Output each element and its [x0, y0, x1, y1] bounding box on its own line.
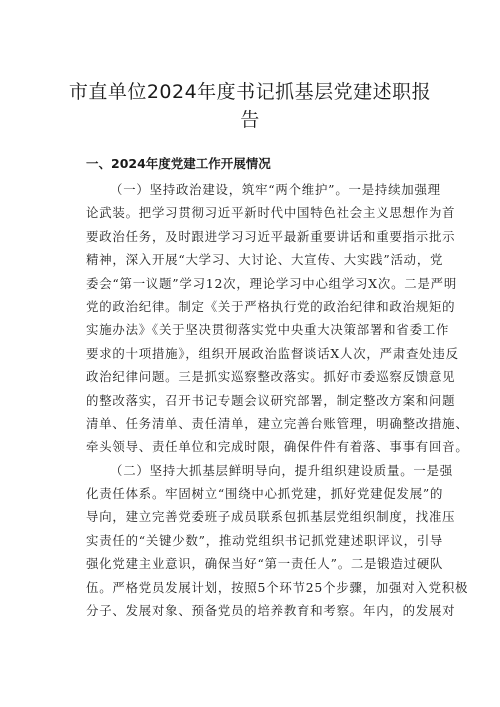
section-heading-1: 一、2024年度党建工作开展情况 [86, 156, 271, 171]
paragraph-line: 导向，建立完善党委班子成员联系包抓基层党组织制度，找准压 [86, 509, 456, 525]
paragraph-line: 要求的十项措施》，组织开展政治监督谈话X人次，严肃查处违反 [86, 345, 459, 361]
paragraph-line: 党的政治纪律。制定《关于严格执行党的政治纪律和政治规矩的 [86, 298, 456, 314]
paragraph-line: 实责任的“关键少数”，推动党组织书记抓党建述职评议，引导 [86, 532, 444, 548]
paragraph-line: 实施办法》《关于坚决贯彻落实党中央重大决策部署和省委工作 [86, 322, 450, 338]
paragraph-line: 强化党建主业意识，确保当好“第一责任人”。二是锻造过硬队 [86, 556, 444, 572]
paragraph-line: 要政治任务，及时跟进学习习近平最新重要讲话和重要指示批示 [86, 228, 456, 244]
body-text [86, 178, 469, 622]
paragraph-line: 分子、发展对象、预备党员的培养教育和考察。年内，的发展对 [86, 603, 456, 619]
paragraph-line: 清单、任务清单、责任清单，建立完善台账管理，明确整改措施、 [86, 415, 469, 431]
paragraph-line: 化责任体系。牢固树立“围绕中心抓党建，抓好党建促发展”的 [86, 486, 444, 502]
paragraph-line: 精神，深入开展“大学习、大讨论、大宣传、大实践”活动，党 [86, 252, 444, 268]
paragraph-line: 的整改落实，召开书记专题会议研究部署，制定整改方案和问题 [86, 392, 456, 408]
paragraph-line: 牵头领导、责任单位和完成时限，确保件件有着落、事事有回音。 [86, 439, 469, 455]
paragraph-line: 伍。严格党员发展计划，按照5个环节25个步骤，加强对入党积极 [86, 579, 469, 595]
document-title-line-1: 市直单位2024年度书记抓基层党建述职报 [68, 81, 432, 103]
document-title-line-2: 告 [240, 109, 260, 131]
paragraph-line: 政治纪律问题。三是抓实巡察整改落实。抓好市委巡察反馈意见 [86, 369, 456, 385]
paragraph-line: （二）坚持大抓基层鲜明导向，提升组织建设质量。一是强 [110, 462, 453, 478]
paragraph-line: 委会“第一议题”学习12次，理论学习中心组学习X次。二是严明 [86, 275, 458, 291]
paragraph-line: （一）坚持政治建设，筑牢“两个维护”。一是持续加强理 [110, 182, 441, 197]
paragraph-line: 论武装。把学习贯彻习近平新时代中国特色社会主义思想作为首 [86, 205, 456, 221]
